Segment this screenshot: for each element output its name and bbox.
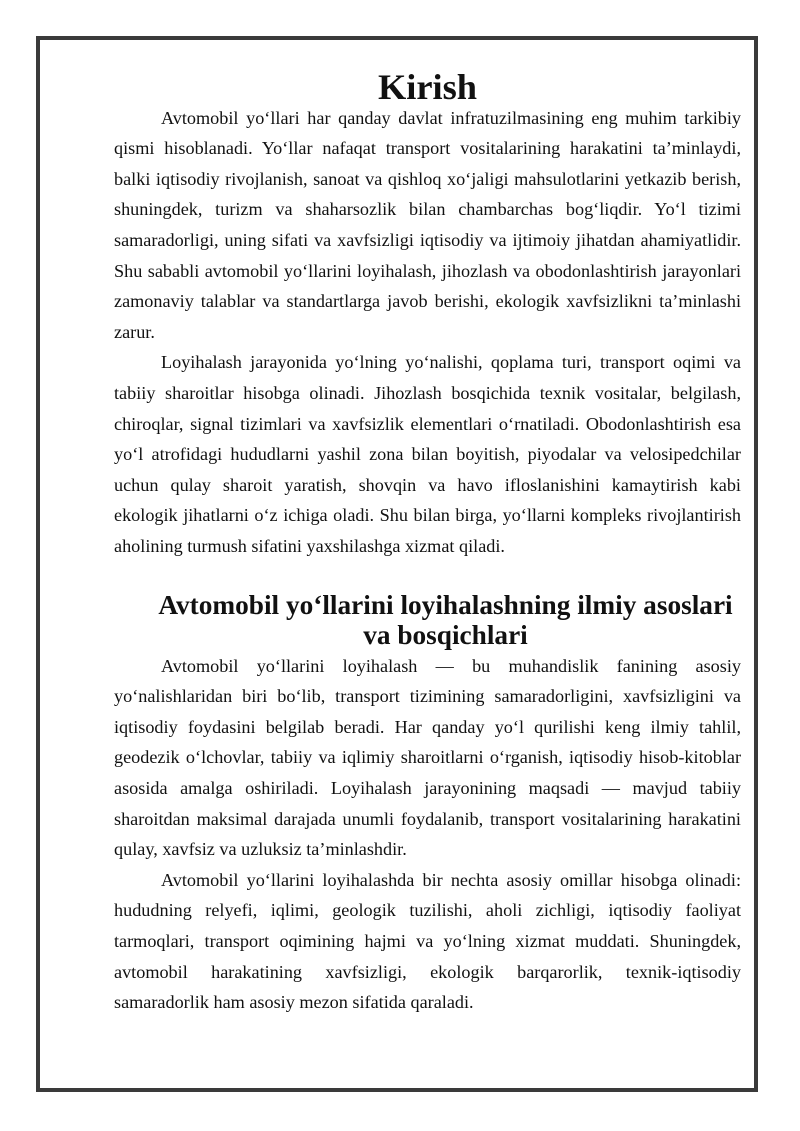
section-paragraph-1: Avtomobil yo‘llarini loyihalash — bu muhandislik fanining asosiy yo‘nalishlaridan biri bo‘lib, transport tizimining samaradorligini, xavfsizligini va iqtisodiy foydasini belgilab beradi. Har qanday yo‘l qurilishi keng ilmiy tahlil, geodezik o‘lchovlar, tabiiy va iqlimiy sharoitlarni o‘rganish, iqtisodiy hisob-kitoblar asosida amalga oshiriladi. Loyihalash jarayonining maqsadi — mavjud tabiiy sharoitdan maksimal darajada unumli foydalanib, transport vositalarining harakatini qulay, xavfsiz va uzluksiz ta’minlashdir. [114, 655, 741, 860]
section-heading: Avtomobil yo‘llarini loyihalashning ilmiy asoslari va bosqichlari [158, 589, 733, 651]
section-paragraph-2: Avtomobil yo‘llarini loyihalashda bir nechta asosiy omillar hisobga olinadi: hududning relyefi, iqlimi, geologik tuzilishi, aholi zichligi, iqtisodiy faoliyat tarmoqlari, transport oqimining hajmi va yo‘lning xizmat muddati. Shuningdek, avtomobil harakatining xavfsizligi, ekologik barqarorlik, texnik-iqtisodiy samaradorlik ham asosiy mezon sifatida qaraladi. [114, 869, 741, 1013]
intro-paragraph-1: Avtomobil yo‘llari har qanday davlat infratuzilmasining eng muhim tarkibiy qismi hisoblanadi. Yo‘llar nafaqat transport vositalarining harakatini ta’minlaydi, balki iqtisodiy rivojlanish, sanoat va qishloq xo‘jaligi mahsulotlarini yetkazib berish, shuningdek, turizm va shaharsozlik bilan chambarchas bog‘liqdir. Yo‘l tizimi samaradorligi, uning sifati va xavfsizligi iqtisodiy va ijtimoiy jihatdan ahamiyatlidir. Shu sababli avtomobil yo‘llarini loyihalash, jihozlash va obodonlashtirish jarayonlari zamonaviy talablar va standartlarga javob berishi, ekologik xavfsizlikni ta’minlashi zarur. [114, 107, 741, 342]
intro-paragraph-2: Loyihalash jarayonida yo‘lning yo‘nalishi, qoplama turi, transport oqimi va tabiiy sharoitlar hisobga olinadi. Jihozlash bosqichida texnik vositalar, belgilash, chiroqlar, signal tizimlari va xavfsizlik elementlari o‘rnatiladi. Obodonlashtirish esa yo‘l atrofidagi hududlarni yashil zona bilan boyitish, piyodalar va velosipedchilar uchun qulay sharoit yaratish, shovqin va havo ifloslanishini kamaytirish kabi ekologik jihatlarni o‘z ichiga oladi. Shu bilan birga, yo‘llarni kompleks rivojlantirish aholining turmush sifatini yaxshilashga xizmat qiladi. [114, 352, 741, 556]
page-title: Kirish [377, 67, 478, 107]
document-body [114, 67, 741, 1018]
